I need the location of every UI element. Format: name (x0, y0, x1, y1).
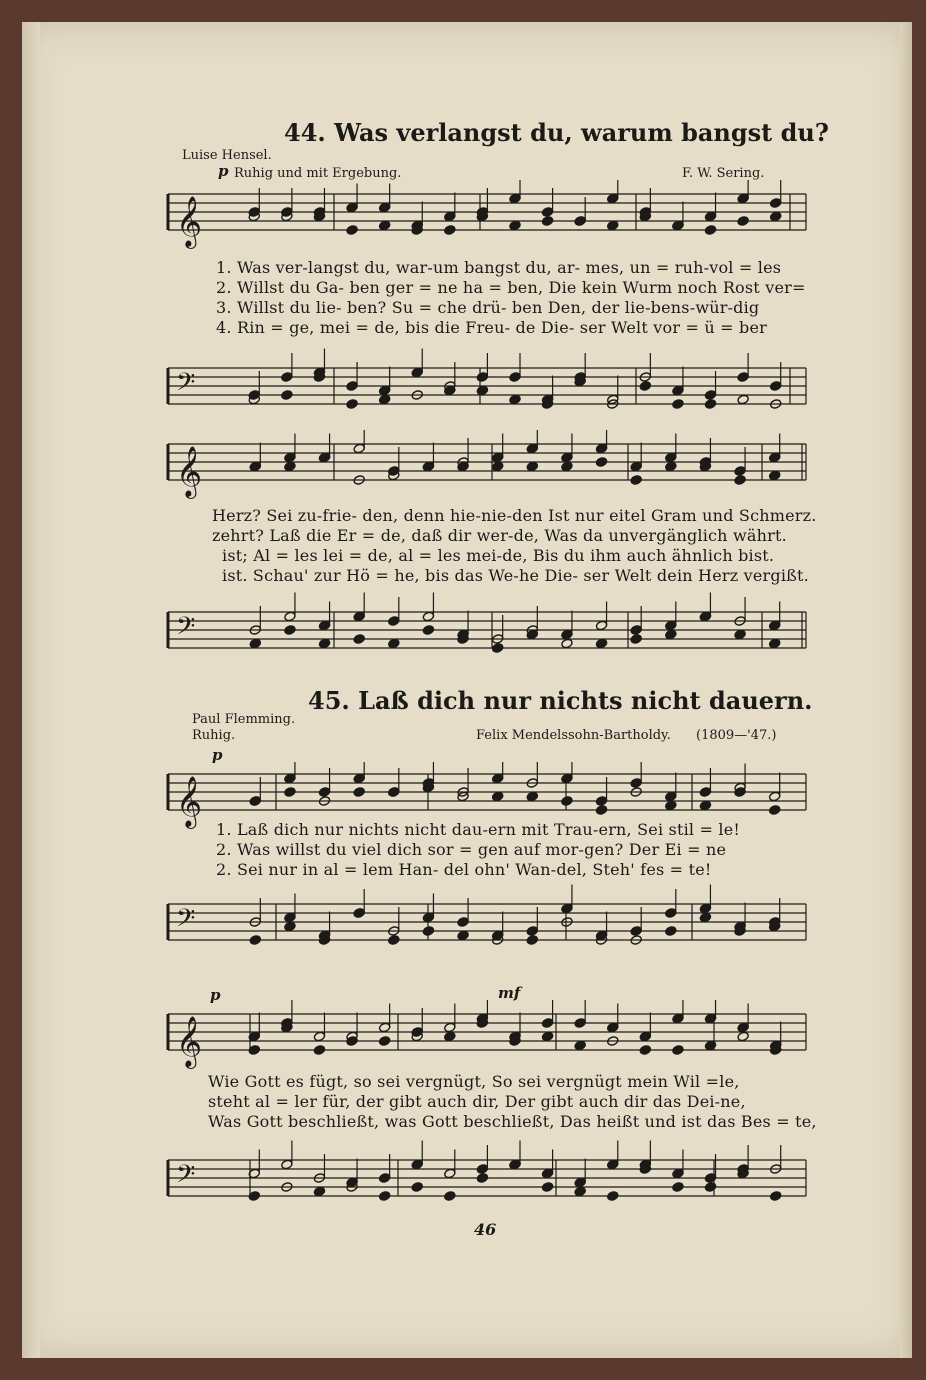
song-44-lyric-7: ist; Al = les lei = de, al = les mei-de, Bis du ihm auch ähnlich bist. (222, 546, 775, 565)
notehead (318, 620, 330, 631)
song-44-lyric-6: zehrt? Laß die Er = de, daß dir wer-de, Was da unvergänglich währt. (212, 526, 787, 545)
notehead (444, 211, 456, 222)
notehead (353, 908, 365, 919)
song-45-composer-dates: (1809—'47.) (696, 728, 777, 743)
notehead (769, 791, 781, 802)
treble-clef-icon: 𝄞 (176, 1016, 203, 1067)
notehead (492, 643, 504, 654)
notehead (699, 787, 711, 798)
notehead (561, 461, 573, 472)
notehead (281, 1159, 293, 1170)
song-44-lyric-4: 4. Rin = ge, mei = de, bis die Freu- de Die- ser Welt vor = ü = ber (216, 318, 767, 337)
song-44-tempo: Ruhig und mit Ergebung. (234, 166, 402, 181)
notehead (665, 629, 677, 640)
notehead (672, 399, 684, 410)
notehead (561, 903, 573, 914)
notehead (281, 372, 293, 383)
song-44-lyric-8: ist. Schau' zur Hö = he, bis das We-he Die- ser Welt dein Herz vergißt. (222, 566, 809, 585)
notehead (388, 616, 400, 627)
notehead (630, 634, 642, 645)
notehead (639, 1045, 651, 1056)
song-44-title: 44. Was verlangst du, warum bangst du? (284, 118, 829, 147)
notehead (574, 1040, 586, 1051)
notehead (737, 1031, 749, 1042)
notehead (444, 1022, 456, 1033)
notehead (607, 193, 619, 204)
notehead (699, 903, 711, 914)
notehead (378, 1173, 390, 1184)
song-45-dynamic-system-2: p (210, 986, 221, 1004)
notehead (699, 800, 711, 811)
notehead (388, 638, 400, 649)
notehead (284, 921, 296, 932)
notehead (353, 611, 365, 622)
song-45-lyric-1: 1. Laß dich nur nichts nicht dau-ern mit Trau-ern, Sei stil = le! (216, 820, 741, 839)
notehead (284, 787, 296, 798)
bass-clef-icon: 𝄢 (176, 1160, 196, 1195)
notehead (665, 791, 677, 802)
notehead (313, 1031, 325, 1042)
page-edge (900, 22, 912, 1358)
notehead (595, 638, 607, 649)
bass-clef-icon: 𝄢 (176, 368, 196, 403)
bass-clef-icon: 𝄢 (176, 612, 196, 647)
notehead (665, 800, 677, 811)
notehead (607, 1191, 619, 1202)
song-44-composer: F. W. Sering. (682, 166, 765, 181)
notehead (672, 1045, 684, 1056)
notehead (492, 461, 504, 472)
notehead (411, 1159, 423, 1170)
notehead (526, 791, 538, 802)
song-45-lyric-5: steht al = ler für, der gibt auch dir, Der gibt auch dir das Dei-ne, (208, 1092, 746, 1111)
song-44-treble-staff-2 (162, 430, 812, 512)
notehead (737, 193, 749, 204)
notehead (769, 620, 781, 631)
song-45-lyric-4: Wie Gott es fügt, so sei vergnügt, So sei vergnügt mein Wil =le, (208, 1072, 740, 1091)
note-group (249, 885, 781, 946)
notehead (630, 475, 642, 486)
notehead (444, 1168, 456, 1179)
song-44-lyric-3: 3. Willst du lie- ben? Su = che drü- ben Den, der lie-bens-wür-dig (216, 298, 760, 317)
song-45-tempo: Ruhig. (192, 728, 236, 743)
notehead (346, 399, 358, 410)
notehead (422, 926, 434, 937)
notehead (526, 926, 538, 937)
notehead (444, 1031, 456, 1042)
song-44-dynamic: p (218, 162, 229, 180)
notehead (672, 385, 684, 396)
notehead (509, 1159, 521, 1170)
note-group (248, 1000, 782, 1055)
notehead (734, 629, 746, 640)
notehead (492, 773, 504, 784)
notehead (699, 611, 711, 622)
notehead (284, 773, 296, 784)
notehead (313, 1186, 325, 1197)
notehead (737, 1022, 749, 1033)
song-45-lyricist: Paul Flemming. (192, 712, 296, 727)
notehead (526, 443, 538, 454)
song-45-lyric-6: Was Gott beschließt, was Gott beschließt, Das heißt und ist das Bes = te, (208, 1112, 817, 1131)
notehead (769, 452, 781, 463)
notehead (630, 926, 642, 937)
notehead (734, 475, 746, 486)
notehead (346, 225, 358, 236)
song-44-lyric-5: Herz? Sei zu-frie- den, denn hie-nie-den Ist nur eitel Gram und Schmerz. (212, 506, 817, 525)
notehead (378, 1036, 390, 1047)
notehead (607, 1022, 619, 1033)
notehead (665, 926, 677, 937)
notehead (284, 461, 296, 472)
notehead (607, 220, 619, 231)
notehead (561, 629, 573, 640)
notehead (492, 452, 504, 463)
notehead (422, 461, 434, 472)
notehead (411, 1182, 423, 1193)
song-45-dynamic-mf: mf (498, 984, 521, 1002)
song-44-bass-staff-2 (162, 582, 812, 662)
bass-clef-icon: 𝄢 (176, 904, 196, 939)
notehead (561, 796, 573, 807)
notehead (770, 381, 782, 392)
note-group (248, 349, 782, 410)
notehead (388, 935, 400, 946)
song-44-lyricist: Luise Hensel. (182, 148, 272, 163)
song-45-composer: Felix Mendelssohn-Bartholdy. (476, 728, 671, 743)
notehead (284, 452, 296, 463)
page-gutter (22, 22, 40, 1358)
notehead (737, 372, 749, 383)
notehead (318, 452, 330, 463)
notehead (541, 1182, 553, 1193)
notehead (509, 220, 521, 231)
notehead (672, 1182, 684, 1193)
notehead (770, 1191, 782, 1202)
notehead (665, 620, 677, 631)
song-44-lyric-2: 2. Willst du Ga- ben ger = ne ha = ben, Die kein Wurm noch Rost ver= (216, 278, 806, 297)
song-45-lyric-3: 2. Sei nur in al = lem Han- del ohn' Wan-del, Steh' fes = te! (216, 860, 712, 879)
notehead (665, 908, 677, 919)
notehead (444, 225, 456, 236)
notehead (595, 457, 607, 468)
notehead (630, 625, 642, 636)
notehead (541, 207, 553, 218)
notehead (378, 1022, 390, 1033)
song-44-treble-staff-1 (162, 180, 812, 270)
notehead (509, 394, 521, 405)
notehead (665, 461, 677, 472)
notehead (561, 773, 573, 784)
notehead (346, 202, 358, 213)
notehead (378, 202, 390, 213)
notehead (541, 1018, 553, 1029)
notehead (476, 385, 488, 396)
notehead (574, 216, 586, 227)
song-44-lyric-1: 1. Was ver-langst du, war-um bangst du, ar- mes, un = ruh-vol = les (216, 258, 782, 277)
notehead (737, 394, 749, 405)
notehead (704, 390, 716, 401)
notehead (672, 1168, 684, 1179)
treble-clef-icon: 𝄞 (176, 776, 203, 827)
notehead (561, 452, 573, 463)
notehead (422, 912, 434, 923)
notehead (509, 193, 521, 204)
notehead (353, 787, 365, 798)
notehead (411, 367, 423, 378)
notehead (353, 634, 365, 645)
notehead (595, 620, 607, 631)
notehead (561, 638, 573, 649)
notehead (704, 1040, 716, 1051)
note-group (249, 430, 781, 485)
notehead (318, 787, 330, 798)
notehead (249, 935, 261, 946)
notehead (444, 1191, 456, 1202)
notehead (699, 912, 711, 923)
notehead (284, 912, 296, 923)
treble-clef-icon: 𝄞 (176, 446, 203, 497)
notehead (630, 778, 642, 789)
notehead (346, 381, 358, 392)
notehead (388, 787, 400, 798)
notehead (509, 372, 521, 383)
notehead (607, 1159, 619, 1170)
notehead (313, 1045, 325, 1056)
hymnal-page (22, 22, 912, 1358)
notehead (249, 461, 261, 472)
page-number: 46 (474, 1220, 497, 1239)
notehead (770, 198, 782, 209)
notehead (704, 211, 716, 222)
song-44-bass-staff-1 (162, 338, 812, 418)
notehead (476, 1173, 488, 1184)
notehead (541, 1168, 553, 1179)
notehead (769, 638, 781, 649)
notehead (639, 1031, 651, 1042)
notehead (318, 638, 330, 649)
notehead (378, 385, 390, 396)
notehead (639, 381, 651, 392)
song-45-bass-staff-1 (162, 878, 812, 958)
song-45-treble-staff-2 (162, 1000, 812, 1070)
notehead (378, 394, 390, 405)
notehead (457, 917, 469, 928)
notehead (476, 1164, 488, 1175)
notehead (492, 791, 504, 802)
note-group (248, 1141, 782, 1202)
notehead (281, 390, 293, 401)
notehead (574, 1177, 586, 1188)
notehead (770, 211, 782, 222)
notehead (734, 466, 746, 477)
notehead (630, 461, 642, 472)
notehead (541, 1031, 553, 1042)
notehead (574, 1018, 586, 1029)
notehead (541, 216, 553, 227)
treble-clef-icon: 𝄞 (176, 196, 203, 247)
notehead (249, 638, 261, 649)
notehead (704, 399, 716, 410)
notehead (457, 930, 469, 941)
note-group (248, 180, 782, 235)
notehead (704, 225, 716, 236)
note-group (249, 593, 781, 654)
notehead (595, 796, 607, 807)
notehead (353, 443, 365, 454)
notehead (769, 470, 781, 481)
notehead (665, 452, 677, 463)
notehead (704, 1013, 716, 1024)
notehead (353, 773, 365, 784)
notehead (574, 1186, 586, 1197)
notehead (526, 461, 538, 472)
song-45-title: 45. Laß dich nur nichts nicht dauern. (308, 686, 813, 715)
note-group (249, 762, 781, 815)
notehead (422, 625, 434, 636)
notehead (249, 796, 261, 807)
notehead (378, 220, 390, 231)
notehead (526, 935, 538, 946)
notehead (378, 1191, 390, 1202)
notehead (704, 1173, 716, 1184)
notehead (737, 216, 749, 227)
notehead (769, 805, 781, 816)
song-45-lyric-2: 2. Was willst du viel dich sor = gen auf mor-gen? Der Ei = ne (216, 840, 727, 859)
song-45-dynamic: p (212, 746, 223, 764)
notehead (476, 372, 488, 383)
notehead (595, 443, 607, 454)
notehead (595, 805, 607, 816)
notehead (284, 611, 296, 622)
notehead (704, 1182, 716, 1193)
notehead (422, 611, 434, 622)
notehead (672, 1013, 684, 1024)
notehead (284, 625, 296, 636)
